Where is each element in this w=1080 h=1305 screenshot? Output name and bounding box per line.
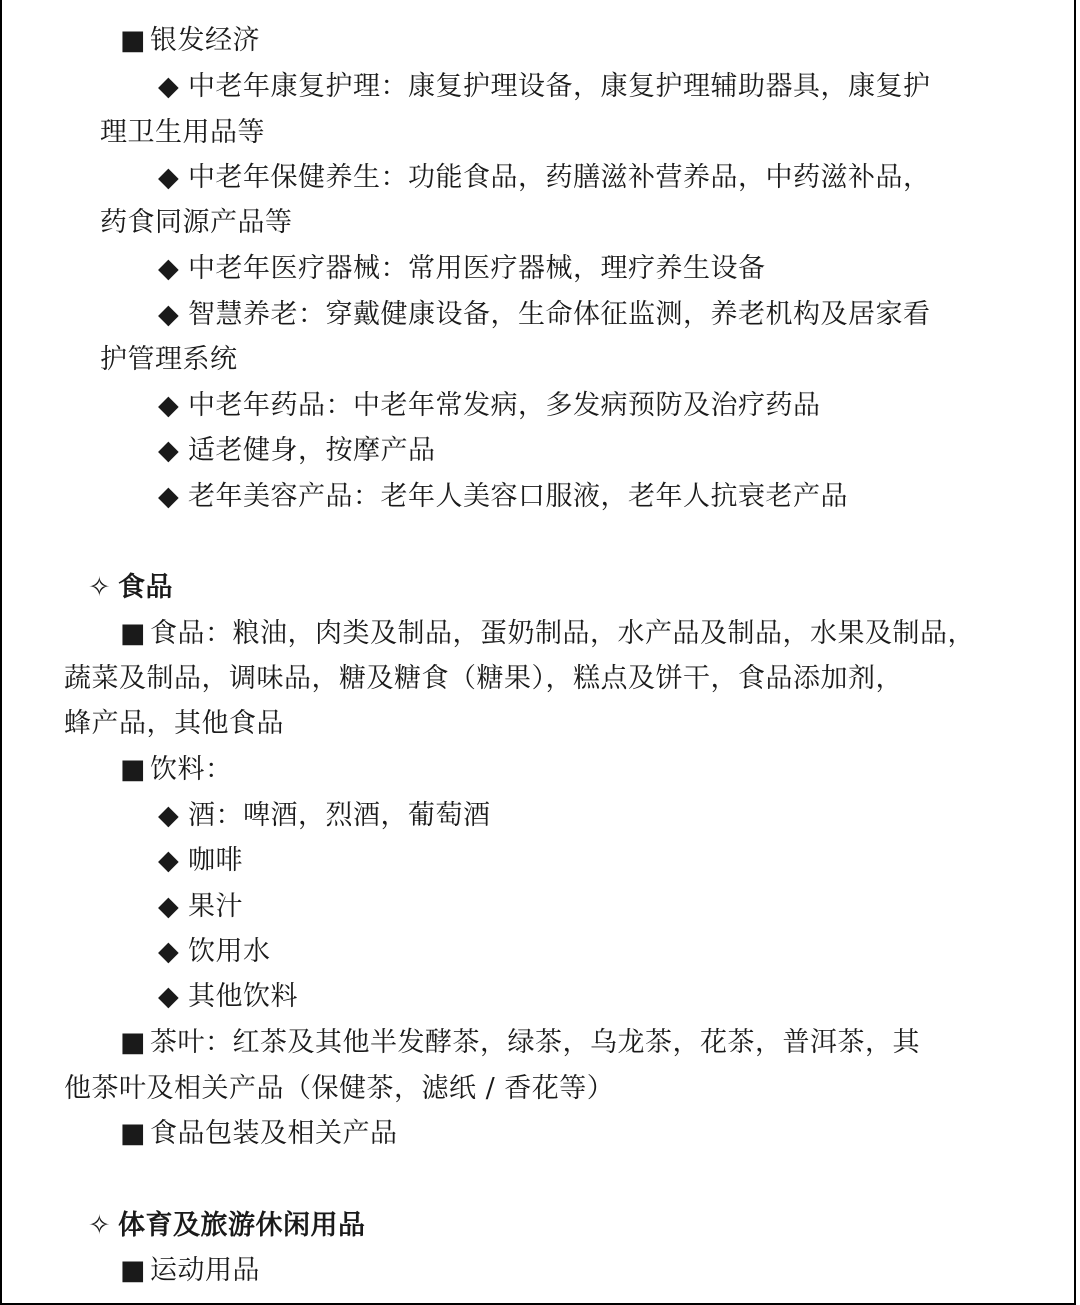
list-item-continuation: 药食同源产品等 bbox=[100, 207, 293, 238]
diamond-bullet-icon: ◆ bbox=[158, 435, 180, 466]
square-bullet-icon: ■ bbox=[120, 754, 147, 785]
square-bullet-icon: ■ bbox=[120, 1027, 147, 1058]
list-item: ◆ 适老健身，按摩产品 bbox=[158, 435, 436, 466]
list-item: ◆ 中老年医疗器械：常用医疗器械，理疗养生设备 bbox=[158, 253, 766, 284]
list-item: ◆ 智慧养老：穿戴健康设备，生命体征监测，养老机构及居家看 bbox=[158, 299, 931, 330]
square-bullet-icon: ■ bbox=[120, 1118, 147, 1149]
square-bullet-icon: ■ bbox=[120, 618, 147, 649]
list-item: ◆ 中老年保健养生：功能食品，药膳滋补营养品，中药滋补品， bbox=[158, 162, 931, 193]
diamond-bullet-icon: ◆ bbox=[158, 162, 180, 193]
list-item: ◆ 果汁 bbox=[158, 891, 243, 922]
diamond-bullet-icon: ◆ bbox=[158, 891, 180, 922]
list-item: ◆ 饮用水 bbox=[158, 936, 271, 967]
outline-diamond-icon: ✧ bbox=[88, 1210, 112, 1241]
diamond-bullet-icon: ◆ bbox=[158, 390, 180, 421]
list-item: ◆ 老年美容产品：老年人美容口服液，老年人抗衰老产品 bbox=[158, 481, 848, 512]
sports-section-title: ✧ 体育及旅游休闲用品 bbox=[88, 1210, 366, 1241]
silver-economy-heading: ■ 银发经济 bbox=[120, 25, 260, 56]
diamond-bullet-icon: ◆ bbox=[158, 481, 180, 512]
diamond-bullet-icon: ◆ bbox=[158, 299, 180, 330]
list-item: ◆ 咖啡 bbox=[158, 845, 243, 876]
diamond-bullet-icon: ◆ bbox=[158, 71, 180, 102]
list-item-continuation: 护管理系统 bbox=[100, 344, 238, 375]
food-section-title: ✧ 食品 bbox=[88, 572, 173, 603]
paragraph-continuation: 蜂产品，其他食品 bbox=[64, 708, 284, 739]
drinks-heading: ■ 饮料： bbox=[120, 754, 233, 785]
diamond-bullet-icon: ◆ bbox=[158, 253, 180, 284]
outline-diamond-icon: ✧ bbox=[88, 572, 112, 603]
list-item: ◆ 酒：啤酒，烈酒，葡萄酒 bbox=[158, 800, 491, 831]
list-item-continuation: 理卫生用品等 bbox=[100, 117, 265, 148]
list-item: ◆ 中老年药品：中老年常发病，多发病预防及治疗药品 bbox=[158, 390, 821, 421]
paragraph-line: ■ 运动用品 bbox=[120, 1255, 260, 1286]
paragraph-line: ■ 茶叶：红茶及其他半发酵茶，绿茶，乌龙茶，花茶，普洱茶，其 bbox=[120, 1027, 920, 1058]
diamond-bullet-icon: ◆ bbox=[158, 936, 180, 967]
diamond-bullet-icon: ◆ bbox=[158, 800, 180, 831]
paragraph-continuation: 他茶叶及相关产品（保健茶，滤纸 / 香花等） bbox=[64, 1073, 615, 1104]
paragraph-line: ■ 食品包装及相关产品 bbox=[120, 1118, 398, 1149]
list-item: ◆ 其他饮料 bbox=[158, 981, 298, 1012]
paragraph-line: ■ 食品：粮油，肉类及制品，蛋奶制品，水产品及制品，水果及制品， bbox=[120, 618, 975, 649]
square-bullet-icon: ■ bbox=[120, 25, 147, 56]
list-item: ◆ 中老年康复护理：康复护理设备，康复护理辅助器具，康复护 bbox=[158, 71, 931, 102]
diamond-bullet-icon: ◆ bbox=[158, 981, 180, 1012]
diamond-bullet-icon: ◆ bbox=[158, 845, 180, 876]
paragraph-continuation: 蔬菜及制品，调味品，糖及糖食（糖果），糕点及饼干，食品添加剂， bbox=[64, 663, 903, 694]
square-bullet-icon: ■ bbox=[120, 1255, 147, 1286]
